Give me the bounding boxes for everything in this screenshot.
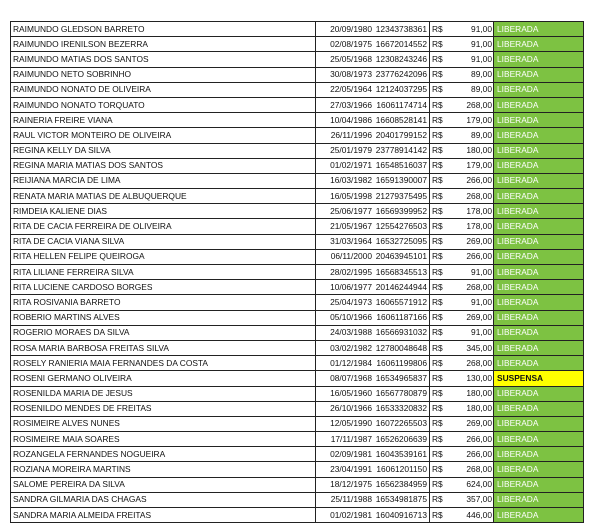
name-cell: RAIMUNDO MATIAS DOS SANTOS	[11, 52, 316, 67]
name-cell: RIMDEIA KALIENE DIAS	[11, 204, 316, 219]
value-cell: 268,00	[446, 97, 494, 112]
name-cell: ROSENILDA MARIA DE JESUS	[11, 386, 316, 401]
birth-date-cell: 03/02/1982	[316, 340, 375, 355]
currency-cell: R$	[430, 280, 447, 295]
table-row	[11, 204, 584, 219]
value-cell: 180,00	[446, 401, 494, 416]
currency-cell: R$	[430, 37, 447, 52]
status-cell: LIBERADA	[494, 280, 584, 295]
value-cell: 624,00	[446, 477, 494, 492]
table-row	[11, 401, 584, 416]
birth-date-cell: 02/08/1975	[316, 37, 375, 52]
document-number-cell: 16569399952	[374, 204, 430, 219]
name-cell: ROSIMEIRE ALVES NUNES	[11, 416, 316, 431]
currency-cell: R$	[430, 189, 447, 204]
value-cell: 269,00	[446, 234, 494, 249]
currency-cell: R$	[430, 447, 447, 462]
birth-date-cell: 22/05/1964	[316, 82, 375, 97]
name-cell: ROSA MARIA BARBOSA FREITAS SILVA	[11, 340, 316, 355]
birth-date-cell: 25/01/1979	[316, 143, 375, 158]
name-cell: ROSENILDO MENDES DE FREITAS	[11, 401, 316, 416]
table-row	[11, 128, 584, 143]
document-number-cell: 16040916713	[374, 508, 430, 523]
status-cell: LIBERADA	[494, 401, 584, 416]
status-cell: LIBERADA	[494, 113, 584, 128]
value-cell: 180,00	[446, 386, 494, 401]
currency-cell: R$	[430, 295, 447, 310]
birth-date-cell: 18/12/1975	[316, 477, 375, 492]
table-row	[11, 143, 584, 158]
currency-cell: R$	[430, 67, 447, 82]
birth-date-cell: 10/04/1986	[316, 113, 375, 128]
document-number-cell: 23778914142	[374, 143, 430, 158]
status-cell: LIBERADA	[494, 492, 584, 507]
name-cell: SALOME PEREIRA DA SILVA	[11, 477, 316, 492]
name-cell: ROZIANA MOREIRA MARTINS	[11, 462, 316, 477]
table-row	[11, 325, 584, 340]
status-cell: LIBERADA	[494, 219, 584, 234]
document-number-cell: 20401799152	[374, 128, 430, 143]
currency-cell: R$	[430, 265, 447, 280]
value-cell: 268,00	[446, 462, 494, 477]
status-cell: LIBERADA	[494, 82, 584, 97]
value-cell: 179,00	[446, 158, 494, 173]
table-row	[11, 249, 584, 264]
name-cell: RITA LUCIENE CARDOSO BORGES	[11, 280, 316, 295]
status-cell: LIBERADA	[494, 508, 584, 523]
currency-cell: R$	[430, 82, 447, 97]
birth-date-cell: 25/05/1968	[316, 52, 375, 67]
document-number-cell: 16672014552	[374, 37, 430, 52]
document-number-cell: 12780048648	[374, 340, 430, 355]
table-row	[11, 432, 584, 447]
currency-cell: R$	[430, 477, 447, 492]
value-cell: 266,00	[446, 432, 494, 447]
status-cell: LIBERADA	[494, 325, 584, 340]
value-cell: 91,00	[446, 52, 494, 67]
currency-cell: R$	[430, 173, 447, 188]
currency-cell: R$	[430, 249, 447, 264]
birth-date-cell: 10/06/1977	[316, 280, 375, 295]
document-number-cell: 12124037295	[374, 82, 430, 97]
table-row	[11, 52, 584, 67]
value-cell: 91,00	[446, 295, 494, 310]
document-number-cell: 16591390007	[374, 173, 430, 188]
birth-date-cell: 02/09/1981	[316, 447, 375, 462]
birth-date-cell: 16/05/1998	[316, 189, 375, 204]
currency-cell: R$	[430, 356, 447, 371]
document-number-cell: 23776242096	[374, 67, 430, 82]
birth-date-cell: 16/03/1982	[316, 173, 375, 188]
table-row	[11, 67, 584, 82]
document-number-cell: 16533320832	[374, 401, 430, 416]
table-row	[11, 386, 584, 401]
name-cell: RITA DE CACIA VIANA SILVA	[11, 234, 316, 249]
value-cell: 91,00	[446, 22, 494, 37]
document-number-cell: 16534965837	[374, 371, 430, 386]
birth-date-cell: 05/10/1966	[316, 310, 375, 325]
birth-date-cell: 01/02/1971	[316, 158, 375, 173]
currency-cell: R$	[430, 97, 447, 112]
currency-cell: R$	[430, 340, 447, 355]
value-cell: 268,00	[446, 189, 494, 204]
value-cell: 345,00	[446, 340, 494, 355]
status-cell: LIBERADA	[494, 310, 584, 325]
status-cell: LIBERADA	[494, 128, 584, 143]
value-cell: 268,00	[446, 280, 494, 295]
status-cell: LIBERADA	[494, 265, 584, 280]
document-number-cell: 12343738361	[374, 22, 430, 37]
value-cell: 91,00	[446, 37, 494, 52]
currency-cell: R$	[430, 128, 447, 143]
birth-date-cell: 23/04/1991	[316, 462, 375, 477]
document-number-cell: 16608528141	[374, 113, 430, 128]
birth-date-cell: 08/07/1968	[316, 371, 375, 386]
name-cell: SANDRA GILMARIA DAS CHAGAS	[11, 492, 316, 507]
value-cell: 89,00	[446, 128, 494, 143]
value-cell: 179,00	[446, 113, 494, 128]
currency-cell: R$	[430, 234, 447, 249]
value-cell: 180,00	[446, 143, 494, 158]
birth-date-cell: 28/02/1995	[316, 265, 375, 280]
document-number-cell: 16532725095	[374, 234, 430, 249]
currency-cell: R$	[430, 310, 447, 325]
birth-date-cell: 31/03/1964	[316, 234, 375, 249]
status-cell: LIBERADA	[494, 340, 584, 355]
value-cell: 446,00	[446, 508, 494, 523]
name-cell: RAIMUNDO GLEDSON BARRETO	[11, 22, 316, 37]
document-number-cell: 16567780879	[374, 386, 430, 401]
document-number-cell: 16548516037	[374, 158, 430, 173]
currency-cell: R$	[430, 113, 447, 128]
birth-date-cell: 01/12/1984	[316, 356, 375, 371]
document-number-cell: 12308243246	[374, 52, 430, 67]
status-cell: LIBERADA	[494, 189, 584, 204]
currency-cell: R$	[430, 401, 447, 416]
table-row	[11, 265, 584, 280]
name-cell: RAUL VICTOR MONTEIRO DE OLIVEIRA	[11, 128, 316, 143]
currency-cell: R$	[430, 416, 447, 431]
table-row	[11, 113, 584, 128]
table-row	[11, 97, 584, 112]
document-number-cell: 21279375495	[374, 189, 430, 204]
birth-date-cell: 12/05/1990	[316, 416, 375, 431]
table-row	[11, 82, 584, 97]
table-row	[11, 158, 584, 173]
value-cell: 266,00	[446, 447, 494, 462]
name-cell: ROZANGELA FERNANDES NOGUEIRA	[11, 447, 316, 462]
currency-cell: R$	[430, 371, 447, 386]
table-row	[11, 234, 584, 249]
birth-date-cell: 20/09/1980	[316, 22, 375, 37]
name-cell: RITA ROSIVANIA BARRETO	[11, 295, 316, 310]
table-row	[11, 462, 584, 477]
table-row	[11, 508, 584, 523]
document-number-cell: 16072265503	[374, 416, 430, 431]
table-row	[11, 340, 584, 355]
name-cell: RAIMUNDO NONATO TORQUATO	[11, 97, 316, 112]
currency-cell: R$	[430, 204, 447, 219]
status-cell: LIBERADA	[494, 234, 584, 249]
table-row	[11, 219, 584, 234]
status-cell: LIBERADA	[494, 447, 584, 462]
value-cell: 91,00	[446, 325, 494, 340]
name-cell: SANDRA MARIA ALMEIDA FREITAS	[11, 508, 316, 523]
birth-date-cell: 06/11/2000	[316, 249, 375, 264]
status-cell: LIBERADA	[494, 52, 584, 67]
document-number-cell: 20146244944	[374, 280, 430, 295]
name-cell: RAINERIA FREIRE VIANA	[11, 113, 316, 128]
document-number-cell: 16534981875	[374, 492, 430, 507]
name-cell: RAIMUNDO NETO SOBRINHO	[11, 67, 316, 82]
status-cell: LIBERADA	[494, 143, 584, 158]
status-cell: LIBERADA	[494, 416, 584, 431]
beneficiary-table	[10, 21, 584, 523]
birth-date-cell: 25/11/1988	[316, 492, 375, 507]
table-row	[11, 173, 584, 188]
document-number-cell: 16061187166	[374, 310, 430, 325]
status-cell: LIBERADA	[494, 432, 584, 447]
birth-date-cell: 26/10/1966	[316, 401, 375, 416]
name-cell: ROSELY RANIERIA MAIA FERNANDES DA COSTA	[11, 356, 316, 371]
birth-date-cell: 17/11/1987	[316, 432, 375, 447]
table-row	[11, 22, 584, 37]
table-row	[11, 280, 584, 295]
document-number-cell: 20463945101	[374, 249, 430, 264]
document-number-cell: 16061199806	[374, 356, 430, 371]
document-number-cell: 16566931032	[374, 325, 430, 340]
value-cell: 266,00	[446, 249, 494, 264]
table-row	[11, 295, 584, 310]
name-cell: REGINA KELLY DA SILVA	[11, 143, 316, 158]
birth-date-cell: 21/05/1967	[316, 219, 375, 234]
name-cell: RITA LILIANE FERREIRA SILVA	[11, 265, 316, 280]
birth-date-cell: 27/03/1966	[316, 97, 375, 112]
currency-cell: R$	[430, 462, 447, 477]
value-cell: 268,00	[446, 356, 494, 371]
status-cell: LIBERADA	[494, 386, 584, 401]
table-row	[11, 416, 584, 431]
status-cell: LIBERADA	[494, 158, 584, 173]
document-number-cell: 12554276503	[374, 219, 430, 234]
table-body	[11, 22, 584, 523]
birth-date-cell: 26/11/1996	[316, 128, 375, 143]
value-cell: 89,00	[446, 67, 494, 82]
status-cell: SUSPENSA	[494, 371, 584, 386]
status-cell: LIBERADA	[494, 97, 584, 112]
status-cell: LIBERADA	[494, 477, 584, 492]
status-cell: LIBERADA	[494, 249, 584, 264]
document-number-cell: 16562384959	[374, 477, 430, 492]
currency-cell: R$	[430, 219, 447, 234]
birth-date-cell: 01/02/1981	[316, 508, 375, 523]
document-number-cell: 16061201150	[374, 462, 430, 477]
value-cell: 178,00	[446, 219, 494, 234]
document-number-cell: 16065571912	[374, 295, 430, 310]
name-cell: REGINA MARIA MATIAS DOS SANTOS	[11, 158, 316, 173]
birth-date-cell: 30/08/1973	[316, 67, 375, 82]
currency-cell: R$	[430, 143, 447, 158]
value-cell: 178,00	[446, 204, 494, 219]
birth-date-cell: 24/03/1988	[316, 325, 375, 340]
currency-cell: R$	[430, 508, 447, 523]
table-row	[11, 371, 584, 386]
value-cell: 269,00	[446, 310, 494, 325]
status-cell: LIBERADA	[494, 204, 584, 219]
status-cell: LIBERADA	[494, 173, 584, 188]
table-row	[11, 37, 584, 52]
status-cell: LIBERADA	[494, 37, 584, 52]
table-row	[11, 492, 584, 507]
document-number-cell: 16526206639	[374, 432, 430, 447]
table-row	[11, 447, 584, 462]
name-cell: RITA HELLEN FELIPE QUEIROGA	[11, 249, 316, 264]
birth-date-cell: 25/06/1977	[316, 204, 375, 219]
name-cell: ROSENI GERMANO OLIVEIRA	[11, 371, 316, 386]
currency-cell: R$	[430, 52, 447, 67]
table-row	[11, 356, 584, 371]
currency-cell: R$	[430, 432, 447, 447]
value-cell: 130,00	[446, 371, 494, 386]
currency-cell: R$	[430, 386, 447, 401]
table-row	[11, 310, 584, 325]
currency-cell: R$	[430, 22, 447, 37]
name-cell: RITA DE CACIA FERREIRA DE OLIVEIRA	[11, 219, 316, 234]
name-cell: ROSIMEIRE MAIA SOARES	[11, 432, 316, 447]
document-number-cell: 16061174714	[374, 97, 430, 112]
table-row	[11, 189, 584, 204]
name-cell: RAIMUNDO IRENILSON BEZERRA	[11, 37, 316, 52]
document-number-cell: 16568345513	[374, 265, 430, 280]
status-cell: LIBERADA	[494, 295, 584, 310]
status-cell: LIBERADA	[494, 67, 584, 82]
table-row	[11, 477, 584, 492]
name-cell: ROGERIO MORAES DA SILVA	[11, 325, 316, 340]
value-cell: 89,00	[446, 82, 494, 97]
status-cell: LIBERADA	[494, 22, 584, 37]
value-cell: 91,00	[446, 265, 494, 280]
name-cell: RAIMUNDO NONATO DE OLIVEIRA	[11, 82, 316, 97]
currency-cell: R$	[430, 492, 447, 507]
status-cell: LIBERADA	[494, 462, 584, 477]
currency-cell: R$	[430, 325, 447, 340]
name-cell: RENATA MARIA MATIAS DE ALBUQUERQUE	[11, 189, 316, 204]
document-number-cell: 16043539161	[374, 447, 430, 462]
value-cell: 357,00	[446, 492, 494, 507]
value-cell: 266,00	[446, 173, 494, 188]
birth-date-cell: 25/04/1973	[316, 295, 375, 310]
currency-cell: R$	[430, 158, 447, 173]
name-cell: ROBERIO MARTINS ALVES	[11, 310, 316, 325]
value-cell: 269,00	[446, 416, 494, 431]
status-cell: LIBERADA	[494, 356, 584, 371]
birth-date-cell: 16/05/1960	[316, 386, 375, 401]
name-cell: REIJIANA MARCIA DE LIMA	[11, 173, 316, 188]
